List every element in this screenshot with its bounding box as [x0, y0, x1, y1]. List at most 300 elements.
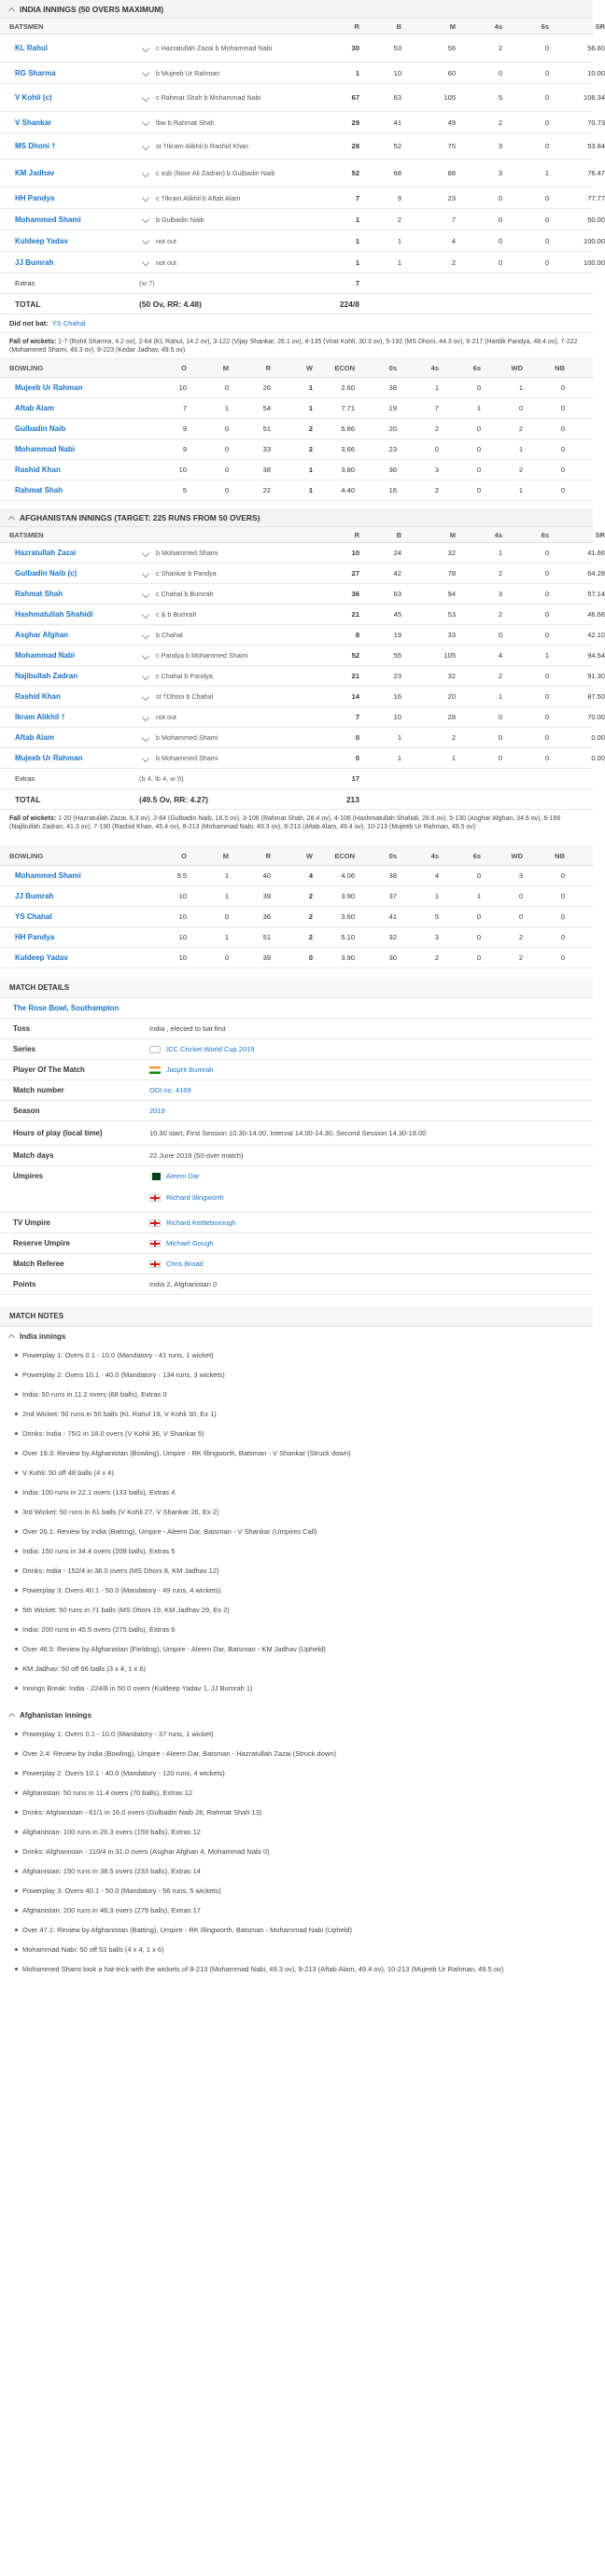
- india-col-5: 6s: [541, 21, 549, 31]
- india-innings-title: INDIA INNINGS (50 OVERS MAXIMUM): [20, 4, 164, 14]
- detail-key: TV Umpire: [13, 1218, 51, 1227]
- afghanistan-stat-m: 28: [447, 713, 456, 721]
- expand-caret-icon[interactable]: [142, 569, 149, 577]
- india-bowl-stat: 0: [476, 425, 481, 433]
- expand-caret-icon[interactable]: [142, 590, 149, 597]
- afghanistan-bowl-stat: 2: [308, 933, 313, 941]
- india-bowl-stat: 7: [182, 404, 187, 412]
- afghanistan-stat-sr: 94.54: [587, 651, 605, 660]
- afghanistan-total-detail: (49.5 Ov, RR: 4.27): [139, 794, 209, 804]
- afghanistan-batsman-name[interactable]: Rahmat Shah: [15, 590, 63, 598]
- afghanistan-bowl-stat: 38: [388, 871, 397, 880]
- afghanistan-total-label: TOTAL: [15, 794, 41, 804]
- afghanistan-bowler-name[interactable]: Kuldeep Yadav: [15, 954, 68, 962]
- afghanistan-note-item: [15, 1959, 593, 1979]
- india-bowler-row: [0, 398, 593, 419]
- afghanistan-batsman-name[interactable]: Rashid Khan: [15, 692, 61, 701]
- india-note-text: Over 19.3: Review by Afghanistan (Bowling), Umpire - RK Illingworth, Batsman - V Shankar (Struck down): [22, 1449, 351, 1457]
- afghanistan-note-text: Afghanistan: 100 runs in 26.3 overs (159 balls), Extras 12: [22, 1828, 201, 1836]
- expand-caret-icon[interactable]: [142, 672, 149, 679]
- spacer: [0, 1295, 593, 1306]
- india-stat-r: 29: [351, 118, 359, 127]
- afghanistan-stat-f: 0: [498, 754, 502, 762]
- india-note-text: Powerplay 1: Overs 0.1 - 10.0 (Mandatory - 41 runs, 1 wicket): [22, 1351, 214, 1359]
- afghanistan-bowl-stat: 1: [224, 892, 229, 900]
- afghanistan-notes-list: [0, 1724, 593, 1979]
- afghanistan-note-text: Drinks: Afghanistan - 61/1 in 16.0 overs (Gulbadin Naib 26, Rahmat Shah 13): [22, 1808, 262, 1817]
- afghanistan-dismissal: [126, 631, 313, 639]
- india-stat-m: 7: [451, 215, 456, 224]
- india-note-item: [15, 1424, 593, 1443]
- india-note-item: [15, 1385, 593, 1404]
- match-details-header: MATCH DETAILS: [0, 978, 593, 998]
- detail-link[interactable]: Jasprit Bumrah: [166, 1065, 214, 1074]
- india-note-text: 5th Wicket: 50 runs in 71 balls (MS Dhoni 19, KM Jadhav 29, Ex 2): [22, 1606, 230, 1614]
- india-bowl-stat: 2: [308, 425, 313, 433]
- afghanistan-note-item: [15, 1861, 593, 1881]
- afghanistan-bcol-5: ECON: [334, 852, 355, 860]
- expand-caret-icon[interactable]: [142, 44, 149, 51]
- india-stat-sr: 106.34: [584, 93, 605, 102]
- expand-caret-icon[interactable]: [142, 93, 149, 101]
- india-bowl-stat: 0: [476, 383, 481, 392]
- india-stat-f: 0: [498, 215, 502, 224]
- afghanistan-stat-r: 21: [351, 610, 359, 619]
- expand-caret-icon[interactable]: [142, 549, 149, 556]
- afghanistan-stat-b: 23: [393, 672, 401, 680]
- afghanistan-total-value: 213: [345, 794, 359, 804]
- india-stat-sr: 70.73: [587, 118, 605, 127]
- india-note-item: [15, 1463, 593, 1483]
- afghanistan-batsman-name[interactable]: Mujeeb Ur Rahman: [15, 754, 83, 762]
- afghanistan-batsman-name[interactable]: Ikram Alikhil †: [15, 713, 65, 721]
- detail-text: 10.30 start, First Session 10.30-14.00, Interval 14.00-14.30, Second Session 14.30-18.00: [149, 1129, 427, 1137]
- india-bowl-stat: 0: [434, 445, 439, 453]
- expand-caret-icon[interactable]: [142, 69, 149, 77]
- afghanistan-dismissal-text: b Mohammed Shami: [156, 549, 218, 557]
- india-stat-s: 0: [544, 142, 549, 150]
- india-batsman-row: [0, 112, 605, 133]
- afghanistan-bowl-stat: 39: [262, 892, 271, 900]
- india-batsman-name[interactable]: V Shankar: [15, 118, 52, 127]
- afghanistan-batsman-row: [0, 605, 605, 625]
- afghanistan-bowl-stat: 4.06: [341, 871, 355, 880]
- match-notes-header: MATCH NOTES: [0, 1306, 593, 1327]
- india-bowl-stat: 0: [560, 425, 565, 433]
- india-batsman-name[interactable]: JJ Bumrah: [15, 258, 54, 267]
- india-bowl-stat: 0: [476, 466, 481, 474]
- umpires-list: [149, 1172, 593, 1202]
- afghanistan-note-item: [15, 1724, 593, 1744]
- india-dismissal: [126, 194, 313, 202]
- afghanistan-batsman-row: [0, 748, 605, 769]
- expand-caret-icon[interactable]: [142, 258, 149, 266]
- detail-value[interactable]: [149, 1086, 593, 1094]
- india-note-item: [15, 1639, 593, 1659]
- expand-caret-icon[interactable]: [142, 610, 149, 618]
- afghanistan-dismissal-text: st †Dhoni b Chahal: [156, 692, 214, 701]
- india-stat-m: 75: [447, 142, 456, 150]
- detail-value[interactable]: [149, 1107, 593, 1115]
- india-fall-of-wickets: [0, 333, 593, 359]
- expand-caret-icon[interactable]: [142, 733, 149, 741]
- afghanistan-stat-m: 105: [443, 651, 456, 660]
- expand-caret-icon[interactable]: [142, 216, 149, 223]
- india-bowl-stat: 36: [388, 466, 397, 474]
- afghanistan-bowler-name[interactable]: JJ Bumrah: [15, 892, 54, 900]
- india-bowl-stat: 51: [262, 425, 271, 433]
- india-bowl-stat: 0: [224, 466, 229, 474]
- afghanistan-bcol-7: 4s: [430, 852, 439, 860]
- afghanistan-bowl-stat: 2: [308, 912, 313, 921]
- india-dismissal-text: lbw b Rahmat Shah: [156, 118, 215, 127]
- expand-caret-icon[interactable]: [142, 651, 149, 659]
- india-batsman-name[interactable]: KM Jadhav: [15, 169, 55, 177]
- afghanistan-stat-r: 21: [351, 672, 359, 680]
- india-stat-s: 1: [544, 169, 549, 177]
- afghanistan-note-text: Powerplay 2: Overs 10.1 - 40.0 (Mandatory - 120 runs, 4 wickets): [22, 1769, 225, 1777]
- detail-key: Match Referee: [13, 1260, 64, 1268]
- detail-row: [0, 1019, 593, 1039]
- india-stat-s: 0: [544, 215, 549, 224]
- afghanistan-col-2: B: [396, 530, 401, 539]
- collapse-chevron-icon[interactable]: [8, 1713, 15, 1720]
- india-stat-m: 60: [447, 68, 456, 77]
- india-batsman-name[interactable]: Mohammed Shami: [15, 215, 81, 224]
- afghanistan-extras-row: [0, 769, 593, 789]
- afghanistan-stat-s: 1: [544, 651, 549, 660]
- india-total-value: 224/8: [339, 299, 359, 309]
- india-total-detail: (50 Ov, RR: 4.48): [139, 299, 202, 309]
- afghanistan-batsman-name[interactable]: Mohammad Nabi: [15, 651, 76, 660]
- india-bowl-stat: 0: [224, 425, 229, 433]
- expand-caret-icon[interactable]: [142, 713, 149, 720]
- afghanistan-col-6: SR: [595, 530, 605, 539]
- expand-caret-icon[interactable]: [142, 118, 149, 126]
- afghanistan-bowl-stat: 41: [388, 912, 397, 921]
- india-bowler-name[interactable]: Gulbadin Naib: [15, 425, 66, 433]
- india-bowl-stat: 0: [224, 486, 229, 494]
- afghanistan-batsman-row: [0, 666, 605, 687]
- india-bcol-bowling: BOWLING: [9, 364, 44, 372]
- afghanistan-batsman-name[interactable]: Asghar Afghan: [15, 631, 69, 639]
- detail-key: Hours of play (local time): [13, 1129, 103, 1137]
- detail-value[interactable]: [149, 1218, 593, 1227]
- detail-value[interactable]: [149, 1239, 593, 1247]
- afghanistan-stat-f: 0: [498, 733, 502, 742]
- india-col-4: 4s: [494, 21, 502, 31]
- afghanistan-bcol-9: WD: [511, 852, 523, 860]
- india-bowl-stat: 0: [224, 383, 229, 392]
- afghanistan-bowl-stat: 1: [476, 892, 481, 900]
- detail-key: Match days: [13, 1151, 54, 1160]
- india-dismissal-text: not out: [156, 236, 176, 245]
- india-dismissal-text: c Hazratullah Zazai b Mohammad Nabi: [156, 44, 273, 52]
- afghanistan-stat-sr: 41.66: [587, 549, 605, 557]
- afghanistan-bowl-stat: 2: [434, 954, 439, 962]
- india-stat-f: 5: [498, 93, 502, 102]
- india-bowl-stat: 1: [308, 466, 313, 474]
- expand-caret-icon[interactable]: [142, 631, 149, 638]
- india-did-not-bat: [0, 314, 593, 333]
- india-stat-b: 53: [393, 44, 401, 52]
- country-flag-icon: [149, 1173, 161, 1180]
- india-stat-s: 0: [544, 44, 549, 52]
- afghanistan-stat-b: 1: [397, 754, 401, 762]
- india-bowl-stat: 1: [224, 404, 229, 412]
- afghanistan-dismissal-text: c & b Bumrah: [156, 610, 197, 619]
- afghanistan-dismissal-text: c Pandya b Mohammed Shami: [156, 651, 248, 660]
- afghanistan-bcol-8: 6s: [472, 852, 481, 860]
- india-stat-sr: 77.77: [587, 193, 605, 202]
- expand-caret-icon[interactable]: [142, 142, 149, 149]
- india-stat-sr: 76.47: [587, 169, 605, 177]
- india-dismissal-text: b Gulbadin Naib: [156, 215, 204, 224]
- india-bowl-stat: 3: [434, 466, 439, 474]
- afghanistan-dismissal-text: not out: [156, 713, 176, 721]
- india-bowler-name[interactable]: Aftab Alam: [15, 404, 54, 412]
- afghanistan-bowl-stat: 0: [560, 912, 565, 921]
- afghanistan-bowl-stat: 3: [518, 871, 523, 880]
- afghanistan-bowl-stat: 0: [560, 892, 565, 900]
- india-batsman-name[interactable]: Kuldeep Yadav: [15, 236, 68, 245]
- detail-value[interactable]: [149, 1260, 593, 1268]
- india-fow-text: 1-7 (Rohit Sharma, 4.2 ov), 2-64 (KL Rahul, 14.2 ov), 3-122 (Vijay Shankar, 26.1 ov), 4-135 (Virat Kohli, 30.3 ov), 5-192 (MS Dhoni, 44.3 ov), 6-217 (Hardik Pandya, 48.4 ov), 7-222 (Mohammed Shami, 49.3 ov), 8-223 (Kedar Jadhav, 49.5 ov): [9, 339, 578, 354]
- detail-link[interactable]: Chris Broad: [166, 1259, 204, 1268]
- india-batsman-row: [0, 160, 605, 188]
- afghanistan-stat-r: 8: [355, 631, 359, 639]
- dnb-player[interactable]: YS Chahal: [51, 319, 86, 327]
- afghanistan-notes-title[interactable]: [0, 1706, 593, 1724]
- afghanistan-bowl-stat: 32: [388, 933, 397, 941]
- afghanistan-stat-m: 94: [447, 590, 456, 598]
- afghanistan-stat-m: 53: [447, 610, 456, 619]
- india-innings-header[interactable]: [0, 0, 593, 19]
- india-bowler-name[interactable]: Mujeeb Ur Rahman: [15, 383, 83, 392]
- detail-row: [0, 1080, 593, 1101]
- venue-row: [0, 998, 593, 1019]
- detail-text: India 2, Afghanistan 0: [149, 1280, 218, 1288]
- india-bowl-stat: 9: [182, 425, 187, 433]
- afghanistan-batsman-name[interactable]: Hazratullah Zazai: [15, 549, 77, 557]
- expand-caret-icon[interactable]: [142, 692, 149, 700]
- india-dismissal: [126, 44, 313, 52]
- india-batsman-row: [0, 84, 605, 112]
- india-stat-b: 41: [393, 118, 401, 127]
- detail-link[interactable]: ICC Cricket World Cup 2019: [166, 1044, 255, 1053]
- india-stat-f: 0: [498, 68, 502, 77]
- india-stat-m: 105: [443, 93, 456, 102]
- afghanistan-bowling-header: [0, 847, 593, 866]
- india-dismissal-text: c †Ikram Alikhil b Aftab Alam: [156, 193, 241, 202]
- afghanistan-batsman-row: [0, 707, 605, 728]
- afghanistan-note-text: Mohammed Shami took a hat-trick with the wickets of 8-213 (Mohammad Nabi, 49.3 ov), 9-213 (Aftab Alam, 49.4 ov), 10-213 (Mujeeb Ur Rahman, 49.5 ov): [22, 1965, 504, 1973]
- afghanistan-batsman-row: [0, 646, 605, 666]
- india-note-item: [15, 1580, 593, 1600]
- india-bowl-stat: 0: [560, 383, 565, 392]
- india-stat-s: 0: [544, 118, 549, 127]
- afghanistan-dismissal-text: c Chahal b Bumrah: [156, 590, 214, 598]
- dnb-label: Did not bat:: [9, 319, 49, 327]
- afghanistan-bowl-stat: 0: [476, 954, 481, 962]
- collapse-chevron-icon[interactable]: [8, 1334, 15, 1341]
- afghanistan-note-item: [15, 1783, 593, 1803]
- afghanistan-stat-sr: 57.14: [587, 590, 605, 598]
- expand-caret-icon[interactable]: [142, 194, 149, 202]
- detail-key: Reserve Umpire: [13, 1239, 70, 1247]
- afghanistan-bowl-stat: 10: [178, 912, 187, 921]
- afghanistan-bowler-name[interactable]: Mohammed Shami: [15, 871, 81, 880]
- india-stat-b: 63: [393, 93, 401, 102]
- india-bowler-row: [0, 439, 593, 460]
- detail-value[interactable]: [149, 1065, 593, 1074]
- india-stat-sr: 53.84: [587, 142, 605, 150]
- afghanistan-note-item: [15, 1940, 593, 1959]
- umpire-link[interactable]: Aleem Dar: [166, 1172, 200, 1180]
- detail-row: [0, 1039, 593, 1060]
- india-bowl-stat: 0: [518, 404, 523, 412]
- india-notes-title-text: India innings: [20, 1331, 66, 1341]
- afghanistan-stat-s: 0: [544, 733, 549, 742]
- collapse-chevron-icon[interactable]: [8, 7, 15, 13]
- india-bowl-stat: 22: [262, 486, 271, 494]
- india-stat-sr: 56.60: [587, 44, 605, 52]
- afghanistan-note-text: Powerplay 3: Overs 40.1 - 50.0 (Mandatory - 56 runs, 5 wickets): [22, 1887, 221, 1895]
- afghanistan-dismissal: [126, 610, 313, 619]
- india-batsman-name[interactable]: HH Pandya: [15, 193, 55, 202]
- afghanistan-stat-b: 42: [393, 569, 401, 578]
- afghanistan-stat-s: 0: [544, 590, 549, 598]
- india-bowl-stat: 1: [518, 445, 523, 453]
- afghanistan-bowler-name[interactable]: HH Pandya: [15, 933, 55, 941]
- india-batsman-name[interactable]: KL Rahul: [15, 44, 48, 52]
- afghanistan-stat-m: 33: [447, 631, 456, 639]
- india-bowler-name[interactable]: Rashid Khan: [15, 466, 61, 474]
- afghanistan-stat-f: 3: [498, 590, 502, 598]
- afghanistan-innings-header[interactable]: [0, 508, 593, 527]
- afghanistan-bowl-stat: 51: [262, 933, 271, 941]
- detail-link[interactable]: Richard Kettleborough: [166, 1218, 236, 1227]
- india-notes-title[interactable]: [0, 1327, 593, 1345]
- india-total-row: [0, 294, 593, 314]
- detail-value: [149, 1280, 593, 1288]
- detail-link[interactable]: ODI no. 4169: [149, 1086, 191, 1094]
- india-total-label: TOTAL: [15, 299, 41, 309]
- india-bowl-stat: 10: [178, 383, 187, 392]
- collapse-chevron-icon[interactable]: [8, 515, 15, 522]
- afghanistan-batsman-row: [0, 584, 605, 605]
- india-note-text: Powerplay 3: Overs 40.1 - 50.0 (Mandatory - 49 runs, 4 wickets): [22, 1586, 221, 1594]
- afghanistan-batsman-name[interactable]: Gulbadin Naib (c): [15, 569, 77, 578]
- india-batsman-row: [0, 252, 605, 273]
- afghanistan-bowler-name[interactable]: YS Chahal: [15, 912, 52, 921]
- afghanistan-note-text: Over 47.1: Review by Afghanistan (Batting), Umpire - RK Illingworth, Batsman - Mohammad Nabi (Upheld): [22, 1926, 353, 1934]
- afghanistan-col-batsmen: BATSMEN: [9, 530, 44, 539]
- afghanistan-bowl-stat: 4: [308, 871, 313, 880]
- india-bowl-stat: 1: [308, 486, 313, 494]
- venue-link[interactable]: The Rose Bowl, Southampton: [13, 1004, 120, 1012]
- india-note-text: Innings Break: India - 224/8 in 50.0 overs (Kuldeep Yadav 1, JJ Bumrah 1): [22, 1684, 253, 1692]
- afghanistan-batsman-name[interactable]: Hashmatullah Shahidi: [15, 610, 93, 619]
- spacer: [0, 501, 593, 508]
- india-note-text: Powerplay 2: Overs 10.1 - 40.0 (Mandatory - 134 runs, 3 wickets): [22, 1371, 225, 1379]
- afghanistan-stat-m: 1: [451, 754, 456, 762]
- detail-link[interactable]: 2019: [149, 1107, 165, 1115]
- afghanistan-note-text: Afghanistan: 200 runs in 46.3 overs (279 balls), Extras 17: [22, 1906, 201, 1915]
- expand-caret-icon[interactable]: [142, 754, 149, 761]
- afghanistan-bowl-stat: 0: [476, 933, 481, 941]
- india-batsman-row: [0, 35, 605, 63]
- detail-text: India , elected to bat first: [149, 1024, 226, 1033]
- india-bowl-stat: 1: [434, 383, 439, 392]
- afghanistan-stat-b: 16: [393, 692, 401, 701]
- expand-caret-icon[interactable]: [142, 237, 149, 244]
- afghanistan-stat-f: 2: [498, 610, 502, 619]
- detail-row: [0, 1146, 593, 1166]
- detail-key: Match number: [13, 1086, 64, 1094]
- india-batsman-name[interactable]: MS Dhoni †: [15, 142, 56, 150]
- india-note-item: [15, 1678, 593, 1698]
- india-bowl-stat: 2.60: [341, 383, 355, 392]
- india-batsman-name[interactable]: V Kohli (c): [15, 93, 52, 102]
- india-bowl-stat: 1: [476, 404, 481, 412]
- india-note-text: Over 46.5: Review by Afghanistan (Fielding), Umpire - Aleem Dar, Batsman - KM Jadhav (Upheld): [22, 1645, 326, 1653]
- india-bcol-8: 6s: [472, 364, 481, 372]
- afghanistan-note-item: [15, 1763, 593, 1783]
- india-stat-f: 0: [498, 193, 502, 202]
- india-bowl-stat: 2: [308, 445, 313, 453]
- detail-key: Points: [13, 1280, 36, 1288]
- afghanistan-bowl-stat: 10: [178, 892, 187, 900]
- afghanistan-fow-label: Fall of wickets:: [9, 815, 57, 822]
- afghanistan-stat-r: 10: [351, 549, 359, 557]
- india-stat-m: 56: [447, 44, 456, 52]
- afghanistan-innings-title: AFGHANISTAN INNINGS (TARGET: 225 RUNS FROM 50 OVERS): [20, 512, 260, 522]
- afghanistan-batsman-name[interactable]: Aftab Alam: [15, 733, 54, 742]
- detail-row: [0, 1121, 593, 1146]
- series-logo-icon: [149, 1046, 161, 1053]
- expand-caret-icon[interactable]: [142, 169, 149, 176]
- detail-link[interactable]: Michael Gough: [166, 1238, 214, 1247]
- afghanistan-batsman-row: [0, 687, 605, 707]
- india-note-text: 2nd Wicket: 50 runs in 50 balls (KL Rahul 19, V Kohli 30, Ex 1): [22, 1410, 217, 1418]
- detail-value[interactable]: [149, 1045, 593, 1053]
- india-bowl-stat: 1: [308, 383, 313, 392]
- india-bowl-stat: 7: [434, 404, 439, 412]
- afghanistan-stat-b: 24: [393, 549, 401, 557]
- afghanistan-fall-of-wickets: [0, 810, 593, 847]
- afghanistan-note-text: Afghanistan: 50 runs in 11.4 overs (70 balls), Extras 12: [22, 1789, 193, 1797]
- afghanistan-bcol-1: O: [181, 852, 187, 860]
- india-bowler-name[interactable]: Mohammad Nabi: [15, 445, 76, 453]
- india-bowl-stat: 2: [434, 425, 439, 433]
- afghanistan-stat-b: 19: [393, 631, 401, 639]
- india-dismissal: [126, 258, 313, 267]
- afghanistan-stat-sr: 87.50: [587, 692, 605, 701]
- india-bowler-name[interactable]: Rahmat Shah: [15, 486, 63, 494]
- afghanistan-batsman-name[interactable]: Najibullah Zadran: [15, 672, 78, 680]
- umpire-link[interactable]: Richard Illingworth: [166, 1193, 224, 1203]
- india-batsman-name[interactable]: RG Sharma: [15, 68, 56, 77]
- india-dismissal-text: not out: [156, 258, 176, 267]
- india-bcol-2: M: [222, 364, 229, 372]
- india-bowl-stat: 5.66: [341, 425, 355, 433]
- india-bowl-stat: 1: [518, 486, 523, 494]
- detail-key: Series: [13, 1045, 36, 1053]
- india-note-text: Drinks: India - 75/2 in 18.0 overs (V Kohli 36, V Shankar 5): [22, 1429, 204, 1438]
- afghanistan-bcol-4: W: [305, 852, 313, 860]
- afghanistan-stat-sr: 46.66: [587, 610, 605, 619]
